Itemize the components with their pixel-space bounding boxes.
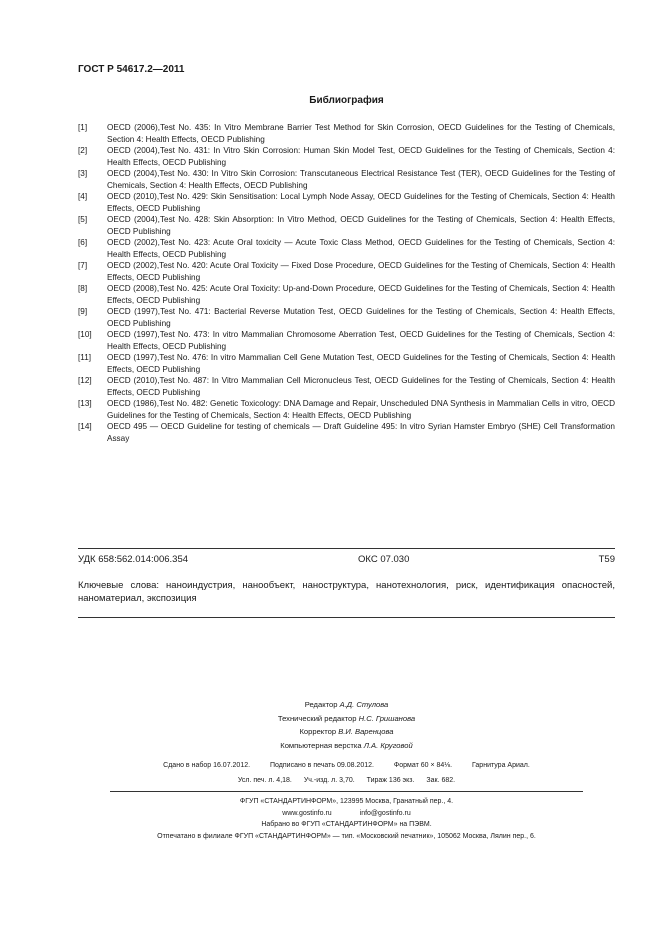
entry-text: OECD (2006),Test No. 435: In Vitro Membrane Barrier Test Method for Skin Corrosion, OECD Guidelines for the Testing of Chemicals, Section 4: Health Effects, OECD Publishing [107,123,615,144]
entry-text: OECD (2004),Test No. 428: Skin Absorption: In Vitro Method, OECD Guidelines for the Testing of Chemicals, Section 4: Health Effects, OECD Publishing [107,215,615,236]
entry-number: [9] [78,307,88,316]
entry-number: [12] [78,376,92,385]
credit-proofreader: Корректор В.И. Варенцова [299,727,394,736]
publisher-website[interactable]: www.gostinfo.ru [282,809,332,817]
entry-text: OECD (1997),Test No. 473: In vitro Mammalian Chromosome Aberration Test, OECD Guidelines for the Testing of Chemicals, Section 4: Health Effects, OECD Publishing [107,330,615,351]
credit-editor: Редактор А.Д. Стулова [304,700,389,709]
entry-text: OECD (1997),Test No. 471: Bacterial Reverse Mutation Test, OECD Guidelines for the Testing of Chemicals, Section 4: Health Effects, OECD Publishing [107,307,615,328]
entry-number: [8] [78,284,88,293]
entry-text: OECD (2010),Test No. 429: Skin Sensitisation: Local Lymph Node Assay, OECD Guidelines for the Testing of Chemicals, Section 4: Health Effects, OECD Publishing [107,192,615,213]
entry-number: [1] [78,123,88,132]
bibliography-entry [78,260,615,283]
entry-text: OECD (2004),Test No. 431: In Vitro Skin Corrosion: Human Skin Model Test, OECD Guidelines for the Testing of Chemicals, Section 4: Health Effects, OECD Publishing [107,146,615,167]
bibliography-entry [78,352,615,375]
okc-code: ОКС 07.030 [358,554,410,565]
bibliography-entry [78,237,615,260]
entry-text: OECD (1997),Test No. 476: In vitro Mammalian Cell Gene Mutation Test, OECD Guidelines for the Testing of Chemicals, Section 4: Health Effects, OECD Publishing [107,353,615,374]
bibliography-entry [78,214,615,237]
entry-number: [14] [78,422,92,431]
category-code: Т59 [598,554,615,565]
entry-text: OECD (2010),Test No. 487: In Vitro Mammalian Cell Micronucleus Test, OECD Guidelines for the Testing of Chemicals, Section 4: Health Effects, OECD Publishing [107,376,615,397]
bibliography-entry [78,191,615,214]
divider-bottom [78,617,615,618]
bibliography-entry [78,306,615,329]
publisher-email[interactable]: info@gostinfo.ru [359,809,411,817]
entry-number: [3] [78,169,88,178]
udk-code: УДК 658:562.014:006.354 [78,554,189,565]
bibliography-entry [78,145,615,168]
entry-text: OECD (1986),Test No. 482: Genetic Toxicology: DNA Damage and Repair, Unscheduled DNA Synthesis in Mammalian Cells in vitro, OECD Guidelines for the Testing of Chemicals, Section 4: Health Effects, OECD Publishing [107,399,615,420]
entry-number: [13] [78,399,92,408]
bibliography-entry [78,122,615,145]
entry-number: [11] [78,353,92,362]
entry-number: [5] [78,215,88,224]
entry-number: [6] [78,238,88,247]
print-info [78,758,615,788]
entry-text: OECD (2002),Test No. 423: Acute Oral toxicity — Acute Toxic Class Method, OECD Guidelines for the Testing of Chemicals, Section 4: Health Effects, OECD Publishing [107,238,615,259]
entry-text: OECD (2004),Test No. 430: In Vitro Skin Corrosion: Transcutaneous Electrical Resistance Test (TER), OECD Guidelines for the Testing of Chemicals, Section 4: Health Effects, OECD Publishing [107,169,615,190]
document-id: ГОСТ Р 54617.2—2011 [78,64,185,75]
publisher-typeset: Набрано во ФГУП «СТАНДАРТИНФОРМ» на ПЭВМ. [261,821,432,828]
entry-text: OECD (2008),Test No. 425: Acute Oral Toxicity: Up-and-Down Procedure, OECD Guidelines for the Testing of Chemicals, Section 4: Health Effects, OECD Publishing [107,284,615,305]
credit-tech-editor: Технический редактор Н.С. Гришанова [277,713,416,723]
entry-text: OECD (2002),Test No. 420: Acute Oral Toxicity — Fixed Dose Procedure, OECD Guidelines for the Testing of Chemicals, Section 4: Health Effects, OECD Publishing [107,261,615,282]
publisher-block [78,796,615,842]
bibliography-entry [78,283,615,306]
publisher-printed: Отпечатано в филиале ФГУП «СТАНДАРТИНФОРМ» — тип. «Московский печатник», 105062 Москва, Лялин пер., 6. [157,832,536,840]
keywords: Ключевые слова: наноиндустрия, нанообъект, наноструктура, нанотехнология, риск, идентификация опасностей, наноматериал, экспозиция [78,580,615,604]
entry-number: [10] [78,330,92,339]
entry-number: [4] [78,192,88,201]
bibliography-entry [78,421,615,444]
entry-number: [2] [78,146,88,155]
bibliography-entry [78,168,615,191]
entry-text: OECD 495 — OECD Guideline for testing of chemicals — Draft Guideline 495: In vitro Syrian Hamster Embryo (SHE) Cell Transformation Assay [107,422,615,443]
print-info-line-1: Сдано в набор 16.07.2012. Подписано в печать 09.08.2012. Формат 60 × 84⅛. Гарнитура Ариал. [163,762,530,769]
bibliography-entry [78,398,615,421]
divider-publisher [110,791,583,792]
credits-block [78,698,615,752]
bibliography-entry [78,329,615,352]
credit-layout: Компьютерная верстка Л.А. Круговой [280,740,413,750]
bibliography-list [78,122,615,444]
publisher-contacts [78,808,615,820]
divider-top [78,548,615,549]
bibliography-entry [78,375,615,398]
publisher-address: ФГУП «СТАНДАРТИНФОРМ», 123995 Москва, Гранатный пер., 4. [239,798,454,805]
print-info-line-2: Усл. печ. л. 4,18. Уч.-изд. л. 3,70. Тираж 136 экз. Зак. 682. [237,777,456,784]
entry-number: [7] [78,261,88,270]
bibliography-title: Библиография [309,95,384,106]
